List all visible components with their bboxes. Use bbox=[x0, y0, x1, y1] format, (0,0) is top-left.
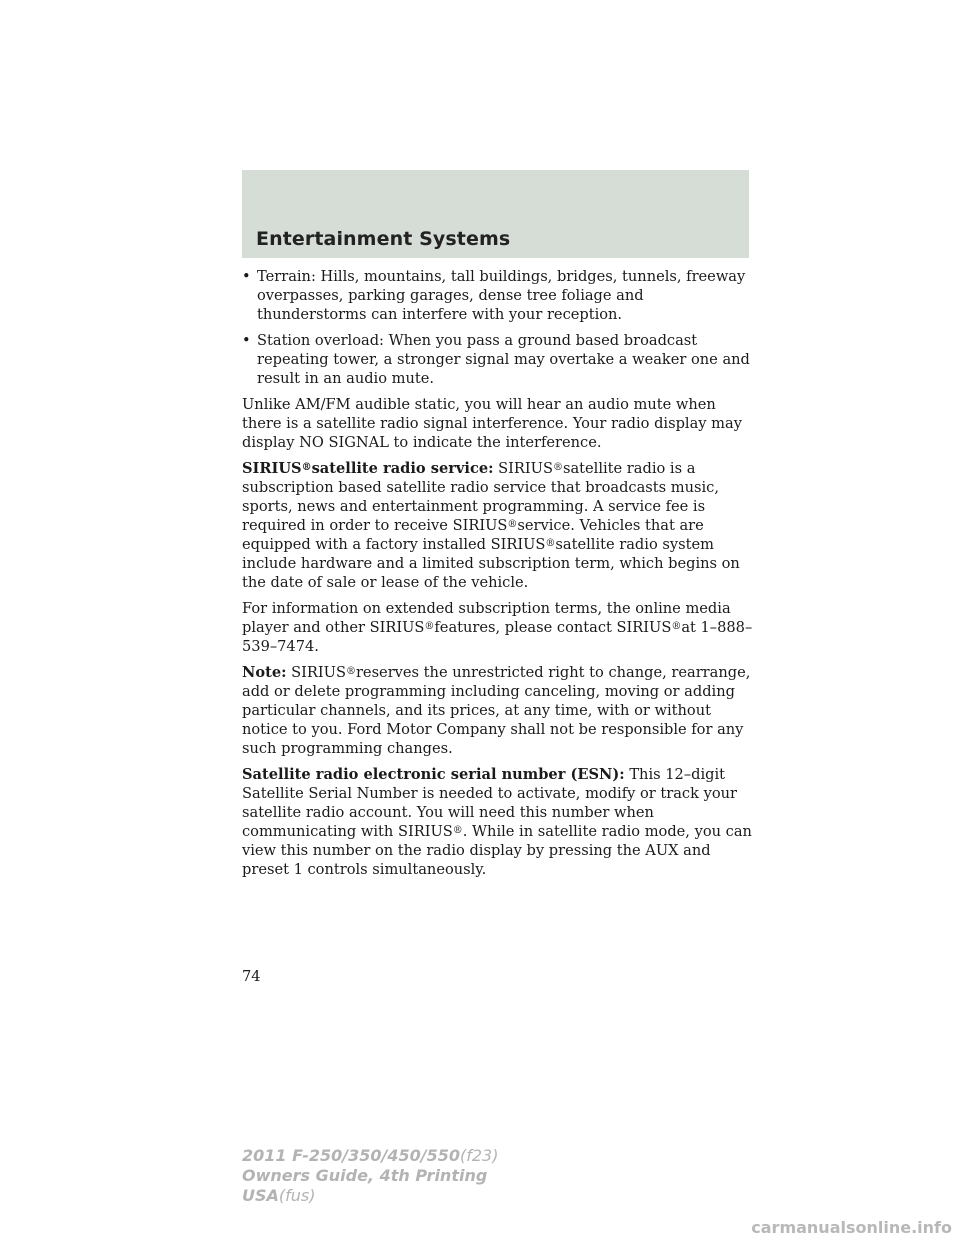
bullet-item-station-overload bbox=[242, 331, 754, 388]
section-header-band bbox=[242, 170, 749, 258]
bullet-text: Station overload: When you pass a ground based broadcast repeating tower, a stronger signal may overtake a weaker one and result in an audio mute. bbox=[257, 332, 750, 387]
bullet-item-terrain bbox=[242, 267, 754, 324]
paragraph-esn bbox=[242, 765, 754, 879]
esn-text-1: This 12–digit Satellite Serial Number is needed to activate, modify or track your satellite radio account. You will need this number when communicating with SIRIUS bbox=[242, 766, 737, 840]
page-content bbox=[242, 267, 754, 886]
info-text-3: at 1–888–539–7474. bbox=[242, 619, 753, 655]
paragraph-audio-mute: Unlike AM/FM audible static, you will hear an audio mute when there is a satellite radio signal interference. Your radio display may display NO SIGNAL to indicate the interference. bbox=[242, 396, 742, 451]
registered-mark: ® bbox=[545, 538, 556, 549]
footer-model-code: (f23) bbox=[460, 1146, 499, 1165]
paragraph-sirius-service bbox=[242, 459, 754, 592]
footer-model: 2011 F-250/350/450/550 bbox=[242, 1146, 460, 1165]
footer-line-region bbox=[242, 1186, 498, 1206]
registered-mark: ® bbox=[507, 519, 518, 530]
footer-region: USA bbox=[242, 1186, 279, 1205]
registered-mark: ® bbox=[424, 621, 435, 632]
paragraph-subscription-info bbox=[242, 599, 754, 656]
page-number: 74 bbox=[242, 968, 261, 985]
sirius-text-1: SIRIUS bbox=[493, 460, 553, 477]
registered-mark: ® bbox=[452, 825, 463, 836]
esn-heading: Satellite radio electronic serial number (ESN): bbox=[242, 766, 625, 783]
sirius-text-4: satellite radio system include hardware and a limited subscription term, which begins on the date of sale or lease of the vehicle. bbox=[242, 536, 740, 591]
esn-text-2: . While in satellite radio mode, you can view this number on the radio display by pressing the AUX and preset 1 controls simultaneously. bbox=[242, 823, 752, 878]
note-text-1: SIRIUS bbox=[286, 664, 346, 681]
footer-region-code: (fus) bbox=[278, 1186, 316, 1205]
bullet-icon: • bbox=[242, 332, 251, 349]
footer-edition bbox=[242, 1146, 498, 1206]
info-text-1: For information on extended subscription terms, the online media player and other SIRIUS bbox=[242, 600, 731, 636]
note-text-2: reserves the unrestricted right to change, rearrange, add or delete programming including canceling, moving or adding particular channels, and its prices, at any time, with or without notice to you. Ford Motor Company shall not be responsible for any such programming changes. bbox=[242, 664, 751, 757]
bullet-text: Terrain: Hills, mountains, tall buildings, bridges, tunnels, freeway overpasses, parking garages, dense tree foliage and thunderstorms can interfere with your reception. bbox=[257, 268, 746, 323]
registered-mark: ® bbox=[345, 666, 356, 677]
sirius-heading-brand: SIRIUS bbox=[242, 460, 302, 477]
sirius-heading-rest: satellite radio service: bbox=[311, 460, 494, 477]
watermark: carmanualsonline.info bbox=[751, 1218, 952, 1237]
sirius-text-3: service. Vehicles that are equipped with a factory installed SIRIUS bbox=[242, 517, 704, 553]
note-label: Note: bbox=[242, 664, 287, 681]
sirius-text-2: satellite radio is a subscription based satellite radio service that broadcasts music, sports, news and entertainment programming. A service fee is required in order to receive SIRIUS bbox=[242, 460, 719, 534]
paragraph-note bbox=[242, 663, 754, 758]
section-title: Entertainment Systems bbox=[256, 228, 511, 250]
bullet-icon: • bbox=[242, 268, 251, 285]
info-text-2: features, please contact SIRIUS bbox=[434, 619, 672, 636]
registered-mark: ® bbox=[671, 621, 682, 632]
footer-line-guide: Owners Guide, 4th Printing bbox=[242, 1166, 488, 1185]
footer-line-model bbox=[242, 1146, 498, 1166]
registered-mark: ® bbox=[301, 462, 312, 473]
registered-mark: ® bbox=[552, 462, 563, 473]
